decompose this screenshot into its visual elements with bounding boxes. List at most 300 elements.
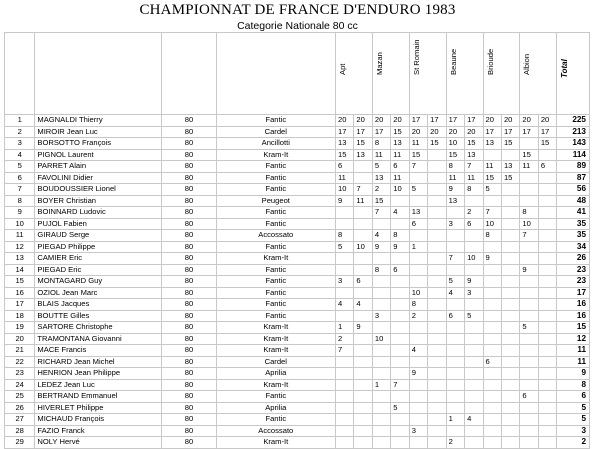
race-score: 2 <box>335 333 353 345</box>
total-points: 26 <box>557 253 590 265</box>
race-score <box>501 345 519 357</box>
race-score <box>372 368 390 380</box>
race-score <box>409 276 427 288</box>
race-score: 2 <box>465 207 483 219</box>
race-score <box>520 425 538 437</box>
race-score: 13 <box>335 138 353 150</box>
race-score <box>483 333 501 345</box>
race-score <box>354 207 372 219</box>
race-score: 5 <box>520 322 538 334</box>
header-venue-mazan: Mazan <box>372 33 409 115</box>
table-row <box>5 138 590 150</box>
race-score <box>538 230 556 242</box>
motorcycle-make: Fantic <box>216 207 335 219</box>
race-score <box>428 437 446 449</box>
engine-class: 80 <box>162 195 216 207</box>
total-points: 35 <box>557 218 590 230</box>
row-position: 5 <box>5 161 35 173</box>
race-score <box>391 218 409 230</box>
race-score: 10 <box>409 287 427 299</box>
race-score <box>391 299 409 311</box>
race-score <box>409 379 427 391</box>
race-score <box>428 345 446 357</box>
race-score: 20 <box>483 115 501 127</box>
motorcycle-make: Kram-It <box>216 437 335 449</box>
total-points: 2 <box>557 437 590 449</box>
race-score <box>391 437 409 449</box>
race-score: 4 <box>465 414 483 426</box>
motorcycle-make: Kram-It <box>216 253 335 265</box>
motorcycle-make: Fantic <box>216 161 335 173</box>
race-score <box>538 253 556 265</box>
race-score <box>520 310 538 322</box>
race-score: 20 <box>409 126 427 138</box>
race-score: 8 <box>372 138 390 150</box>
race-score <box>501 379 519 391</box>
race-score <box>520 184 538 196</box>
race-score <box>391 356 409 368</box>
race-score <box>428 253 446 265</box>
race-score <box>501 356 519 368</box>
race-score: 17 <box>501 126 519 138</box>
page-subtitle: Categorie Nationale 80 cc <box>237 20 358 32</box>
motorcycle-make: Fantic <box>216 391 335 403</box>
total-points: 5 <box>557 414 590 426</box>
race-score: 1 <box>335 322 353 334</box>
race-score <box>538 345 556 357</box>
race-score: 10 <box>483 218 501 230</box>
motorcycle-make: Peugeot <box>216 195 335 207</box>
rider-name: SARTORE Christophe <box>35 322 162 334</box>
race-score <box>465 264 483 276</box>
race-score <box>520 333 538 345</box>
race-score <box>520 368 538 380</box>
race-score: 9 <box>391 241 409 253</box>
rider-name: FAVOLINI Didier <box>35 172 162 184</box>
row-position: 16 <box>5 287 35 299</box>
race-score <box>409 356 427 368</box>
table-row <box>5 264 590 276</box>
motorcycle-make: Kram-It <box>216 345 335 357</box>
row-position: 14 <box>5 264 35 276</box>
race-score <box>335 287 353 299</box>
rider-name: HIVERLET Philippe <box>35 402 162 414</box>
table-row <box>5 253 590 265</box>
race-score <box>354 437 372 449</box>
race-score <box>428 276 446 288</box>
race-score: 7 <box>446 253 464 265</box>
race-score <box>520 345 538 357</box>
race-score: 17 <box>520 126 538 138</box>
race-score <box>446 425 464 437</box>
race-score <box>428 195 446 207</box>
race-score <box>520 356 538 368</box>
race-score <box>428 287 446 299</box>
race-score: 4 <box>335 299 353 311</box>
race-score <box>391 368 409 380</box>
race-score: 9 <box>465 276 483 288</box>
row-position: 25 <box>5 391 35 403</box>
race-score <box>446 207 464 219</box>
engine-class: 80 <box>162 414 216 426</box>
engine-class: 80 <box>162 333 216 345</box>
race-score: 5 <box>465 310 483 322</box>
table-row <box>5 425 590 437</box>
race-score: 3 <box>465 287 483 299</box>
race-score <box>538 310 556 322</box>
race-score <box>335 207 353 219</box>
race-score <box>409 264 427 276</box>
rider-name: BORSOTTO François <box>35 138 162 150</box>
race-score: 15 <box>538 138 556 150</box>
race-score <box>428 264 446 276</box>
row-position: 3 <box>5 138 35 150</box>
race-score: 15 <box>501 172 519 184</box>
race-score <box>538 287 556 299</box>
race-score <box>391 310 409 322</box>
motorcycle-make: Ancillotti <box>216 138 335 150</box>
race-score <box>409 230 427 242</box>
race-score: 5 <box>446 276 464 288</box>
race-score <box>428 299 446 311</box>
race-score: 15 <box>354 138 372 150</box>
race-score <box>446 264 464 276</box>
race-score <box>520 276 538 288</box>
race-score <box>465 241 483 253</box>
race-score: 6 <box>391 161 409 173</box>
table-row <box>5 115 590 127</box>
race-score <box>335 425 353 437</box>
race-score <box>520 437 538 449</box>
race-score <box>538 264 556 276</box>
race-score <box>354 253 372 265</box>
engine-class: 80 <box>162 241 216 253</box>
race-score <box>538 149 556 161</box>
table-row <box>5 161 590 173</box>
race-score <box>409 437 427 449</box>
race-score: 6 <box>520 391 538 403</box>
race-score: 7 <box>335 345 353 357</box>
race-score <box>465 230 483 242</box>
race-score: 15 <box>409 149 427 161</box>
race-score <box>520 172 538 184</box>
race-score: 11 <box>354 195 372 207</box>
row-position: 12 <box>5 241 35 253</box>
motorcycle-make: Fantic <box>216 115 335 127</box>
motorcycle-make: Fantic <box>216 276 335 288</box>
race-score <box>538 425 556 437</box>
race-score <box>501 322 519 334</box>
race-score <box>391 253 409 265</box>
race-score: 2 <box>372 184 390 196</box>
row-position: 1 <box>5 115 35 127</box>
engine-class: 80 <box>162 230 216 242</box>
rider-name: HENRION Jean Philippe <box>35 368 162 380</box>
race-score: 17 <box>483 126 501 138</box>
race-score: 8 <box>446 161 464 173</box>
race-score: 1 <box>446 414 464 426</box>
race-score <box>409 172 427 184</box>
header-venue-st-romain: St Romain <box>409 33 446 115</box>
race-score <box>428 322 446 334</box>
total-points: 5 <box>557 402 590 414</box>
race-score: 9 <box>372 241 390 253</box>
race-score <box>391 195 409 207</box>
race-score: 6 <box>335 161 353 173</box>
race-score <box>354 218 372 230</box>
engine-class: 80 <box>162 379 216 391</box>
table-row <box>5 391 590 403</box>
race-score: 4 <box>354 299 372 311</box>
race-score: 9 <box>446 184 464 196</box>
race-score: 11 <box>391 172 409 184</box>
race-score: 1 <box>409 241 427 253</box>
table-row <box>5 414 590 426</box>
race-score: 4 <box>372 230 390 242</box>
race-score <box>428 368 446 380</box>
race-score: 10 <box>372 333 390 345</box>
race-score <box>372 287 390 299</box>
race-score <box>428 172 446 184</box>
motorcycle-make: Fantic <box>216 264 335 276</box>
row-position: 11 <box>5 230 35 242</box>
total-points: 143 <box>557 138 590 150</box>
race-score: 15 <box>520 149 538 161</box>
race-score <box>335 218 353 230</box>
race-score <box>446 333 464 345</box>
race-score <box>483 414 501 426</box>
race-score <box>391 391 409 403</box>
motorcycle-make: Fantic <box>216 241 335 253</box>
race-score <box>501 207 519 219</box>
race-score: 11 <box>372 149 390 161</box>
engine-class: 80 <box>162 264 216 276</box>
row-position: 28 <box>5 425 35 437</box>
race-score: 10 <box>520 218 538 230</box>
engine-class: 80 <box>162 207 216 219</box>
race-score <box>428 425 446 437</box>
race-score <box>465 368 483 380</box>
race-score <box>372 276 390 288</box>
race-score <box>335 356 353 368</box>
header-venue-albion: Albion <box>520 33 557 115</box>
race-score <box>501 368 519 380</box>
header-cell-name <box>35 33 162 115</box>
race-score: 9 <box>520 264 538 276</box>
total-points: 56 <box>557 184 590 196</box>
race-score <box>520 402 538 414</box>
motorcycle-make: Accossato <box>216 425 335 437</box>
total-points: 3 <box>557 425 590 437</box>
race-score <box>538 379 556 391</box>
motorcycle-make: Cardel <box>216 356 335 368</box>
total-points: 8 <box>557 379 590 391</box>
total-points: 35 <box>557 230 590 242</box>
rider-name: OZIOL Jean Marc <box>35 287 162 299</box>
race-score <box>446 356 464 368</box>
row-position: 21 <box>5 345 35 357</box>
race-score <box>520 253 538 265</box>
engine-class: 80 <box>162 391 216 403</box>
race-score <box>354 161 372 173</box>
race-score <box>483 391 501 403</box>
rider-name: MAGNALDI Thierry <box>35 115 162 127</box>
race-score <box>465 402 483 414</box>
engine-class: 80 <box>162 368 216 380</box>
rider-name: PIEGAD Philippe <box>35 241 162 253</box>
race-score: 13 <box>391 138 409 150</box>
rider-name: BOUDOUSSIER Lionel <box>35 184 162 196</box>
row-position: 4 <box>5 149 35 161</box>
race-score <box>538 184 556 196</box>
race-score: 11 <box>520 161 538 173</box>
race-score <box>520 195 538 207</box>
race-score <box>428 310 446 322</box>
engine-class: 80 <box>162 253 216 265</box>
race-score: 7 <box>354 184 372 196</box>
race-score <box>391 414 409 426</box>
race-score <box>483 287 501 299</box>
race-score <box>409 333 427 345</box>
race-score: 20 <box>501 115 519 127</box>
header-venue-apt: Apt <box>335 33 372 115</box>
engine-class: 80 <box>162 126 216 138</box>
header-cell-make <box>216 33 335 115</box>
race-score: 20 <box>372 115 390 127</box>
race-score <box>501 333 519 345</box>
race-score <box>354 333 372 345</box>
rider-name: PARRET Alain <box>35 161 162 173</box>
race-score <box>335 391 353 403</box>
table-row <box>5 299 590 311</box>
race-score <box>465 333 483 345</box>
race-score <box>501 425 519 437</box>
race-score <box>354 379 372 391</box>
race-score <box>372 437 390 449</box>
race-score <box>428 402 446 414</box>
race-score: 6 <box>465 218 483 230</box>
race-score: 2 <box>446 437 464 449</box>
total-points: 17 <box>557 287 590 299</box>
race-score <box>501 310 519 322</box>
race-score: 15 <box>465 138 483 150</box>
row-position: 17 <box>5 299 35 311</box>
rider-name: PUJOL Fabien <box>35 218 162 230</box>
engine-class: 80 <box>162 402 216 414</box>
race-score <box>428 230 446 242</box>
rider-name: FAZIO Franck <box>35 425 162 437</box>
rider-name: MIROIR Jean Luc <box>35 126 162 138</box>
race-score <box>483 241 501 253</box>
race-score: 6 <box>391 264 409 276</box>
race-score <box>446 379 464 391</box>
race-score <box>428 184 446 196</box>
motorcycle-make: Fantic <box>216 414 335 426</box>
race-score <box>483 345 501 357</box>
engine-class: 80 <box>162 149 216 161</box>
motorcycle-make: Fantic <box>216 172 335 184</box>
race-score <box>538 368 556 380</box>
race-score: 17 <box>465 115 483 127</box>
race-score <box>465 299 483 311</box>
race-score <box>372 402 390 414</box>
row-position: 13 <box>5 253 35 265</box>
table-row <box>5 437 590 449</box>
race-score: 15 <box>372 195 390 207</box>
race-score <box>465 195 483 207</box>
race-score <box>501 241 519 253</box>
race-score: 20 <box>428 126 446 138</box>
row-position: 20 <box>5 333 35 345</box>
race-score: 10 <box>465 253 483 265</box>
total-points: 23 <box>557 264 590 276</box>
race-score: 20 <box>538 115 556 127</box>
race-score: 13 <box>354 149 372 161</box>
table-row <box>5 310 590 322</box>
race-score <box>465 345 483 357</box>
race-score <box>428 379 446 391</box>
race-score <box>409 253 427 265</box>
race-score <box>428 207 446 219</box>
race-score <box>391 333 409 345</box>
row-position: 7 <box>5 184 35 196</box>
page-title: CHAMPIONNAT DE FRANCE D'ENDURO 1983 <box>139 2 456 18</box>
race-score <box>520 287 538 299</box>
race-score <box>483 368 501 380</box>
race-score: 8 <box>372 264 390 276</box>
race-score <box>465 356 483 368</box>
motorcycle-make: Kram-It <box>216 322 335 334</box>
total-points: 87 <box>557 172 590 184</box>
race-score <box>538 218 556 230</box>
race-score <box>391 425 409 437</box>
race-score <box>538 241 556 253</box>
race-score <box>501 391 519 403</box>
race-score: 20 <box>335 115 353 127</box>
race-score <box>372 414 390 426</box>
race-score <box>409 322 427 334</box>
race-score: 7 <box>372 207 390 219</box>
race-score <box>428 391 446 403</box>
race-score: 13 <box>372 172 390 184</box>
motorcycle-make: Kram-It <box>216 379 335 391</box>
race-score <box>354 230 372 242</box>
race-score <box>428 218 446 230</box>
race-score <box>354 402 372 414</box>
engine-class: 80 <box>162 276 216 288</box>
race-score <box>483 264 501 276</box>
race-score: 20 <box>465 126 483 138</box>
race-score: 8 <box>483 230 501 242</box>
race-score <box>483 379 501 391</box>
total-points: 16 <box>557 310 590 322</box>
race-score <box>538 333 556 345</box>
total-points: 16 <box>557 299 590 311</box>
table-row <box>5 276 590 288</box>
race-score <box>520 379 538 391</box>
race-score: 17 <box>428 115 446 127</box>
results-table <box>4 32 590 449</box>
row-position: 6 <box>5 172 35 184</box>
total-points: 213 <box>557 126 590 138</box>
race-score: 15 <box>483 172 501 184</box>
race-score <box>446 402 464 414</box>
race-score: 7 <box>483 207 501 219</box>
row-position: 8 <box>5 195 35 207</box>
race-score: 8 <box>409 299 427 311</box>
race-score <box>409 402 427 414</box>
race-score <box>538 207 556 219</box>
